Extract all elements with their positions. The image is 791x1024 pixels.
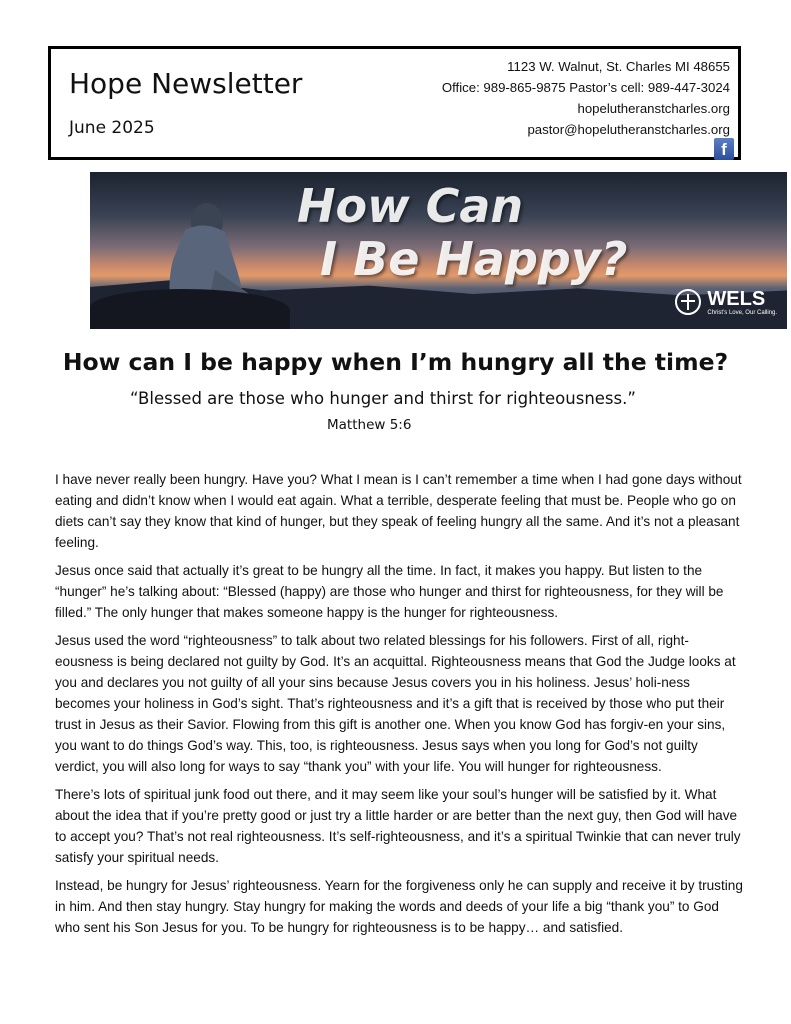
scripture-reference: Matthew 5:6 [327, 417, 412, 433]
rock-ledge [90, 289, 290, 329]
article-body [55, 469, 743, 945]
banner-title-line1: How Can [297, 179, 524, 233]
sermon-banner [90, 172, 787, 329]
wels-name: WELS [707, 288, 766, 310]
wels-logo [707, 289, 777, 317]
article-headline: How can I be happy when I’m hungry all the time? [62, 348, 729, 376]
banner-title-line2: I Be Happy? [320, 232, 628, 286]
website-link[interactable]: hopelutheranstcharles.org [577, 101, 730, 116]
paragraph: There’s lots of spiritual junk food out there, and it may seem like your soul’s hunger will be satisfied by it. What about the idea that if you’re pretty good or just try a little harder or are better than the next guy, then God will have to accept you? That’s not real righteousness. It’s self-righteousness, and it’s a spiritual Twinkie that can never truly satisfy your spiritual needs. [55, 787, 741, 865]
phone-numbers: Office: 989-865-9875 Pastor’s cell: 989-447-3024 [441, 80, 730, 95]
paragraph: I have never really been hungry. Have you? What I mean is I can’t remember a time when I had gone days without eating and didn’t know when I would eat again. What a terrible, desperate feeling that must be. People who go on diets can’t say they know that kind of hunger, but they speak of feeling hungry all the same. And it’s not a pleasant feeling. [55, 472, 742, 550]
paragraph: Jesus once said that actually it’s great to be hungry all the time. In fact, it makes you happy. But listen to the “hunger” he’s talking about: “Blessed (happy) are those who hunger and thirst for righteousness, for they will be filled.” The only hunger that makes someone happy is the hunger for righteousness. [55, 563, 724, 620]
newsletter-header [48, 46, 741, 160]
email-link[interactable]: pastor@hopelutheranstcharles.org [527, 122, 730, 137]
facebook-icon[interactable]: f [714, 138, 734, 160]
contact-info [442, 56, 730, 140]
newsletter-title: Hope Newsletter [69, 67, 303, 100]
paragraph: Jesus used the word “righteousness” to talk about two related blessings for his followers. First of all, right-eousness is being declared not guilty by God. It’s an acquittal. Righteousness means that God the Judge looks at you and declares you not guilty of all your sins because Jesus covers you in his holiness. Jesus’ holi-ness becomes your holiness in God’s sight. That’s righteousness and it’s a gift that is received by those who put their trust in Jesus as their Savior. Flowing from this gift is another one. When you know God has forgiv-en your sins, you want to do things God’s way. This, too, is righteousness. Jesus says when you long for God’s not guilty verdict, you will also long for ways to say “thank you” with your life. You will hunger for righteousness. [55, 633, 736, 774]
paragraph: Instead, be hungry for Jesus’ righteousness. Yearn for the forgiveness only he can supply and receive it by trusting in him. And then stay hungry. Stay hungry for making the words and deeds of your life a big “thank you” to God who sent his Son Jesus for you. To be hungry for righteousness is to be happy… and satisfied. [55, 878, 743, 935]
wels-tagline: Christ’s Love, Our Calling. [707, 310, 777, 316]
church-address: 1123 W. Walnut, St. Charles MI 48655 [507, 59, 730, 74]
scripture-quote: “Blessed are those who hunger and thirst for righteousness.” [130, 389, 636, 408]
newsletter-date: June 2025 [69, 118, 155, 138]
